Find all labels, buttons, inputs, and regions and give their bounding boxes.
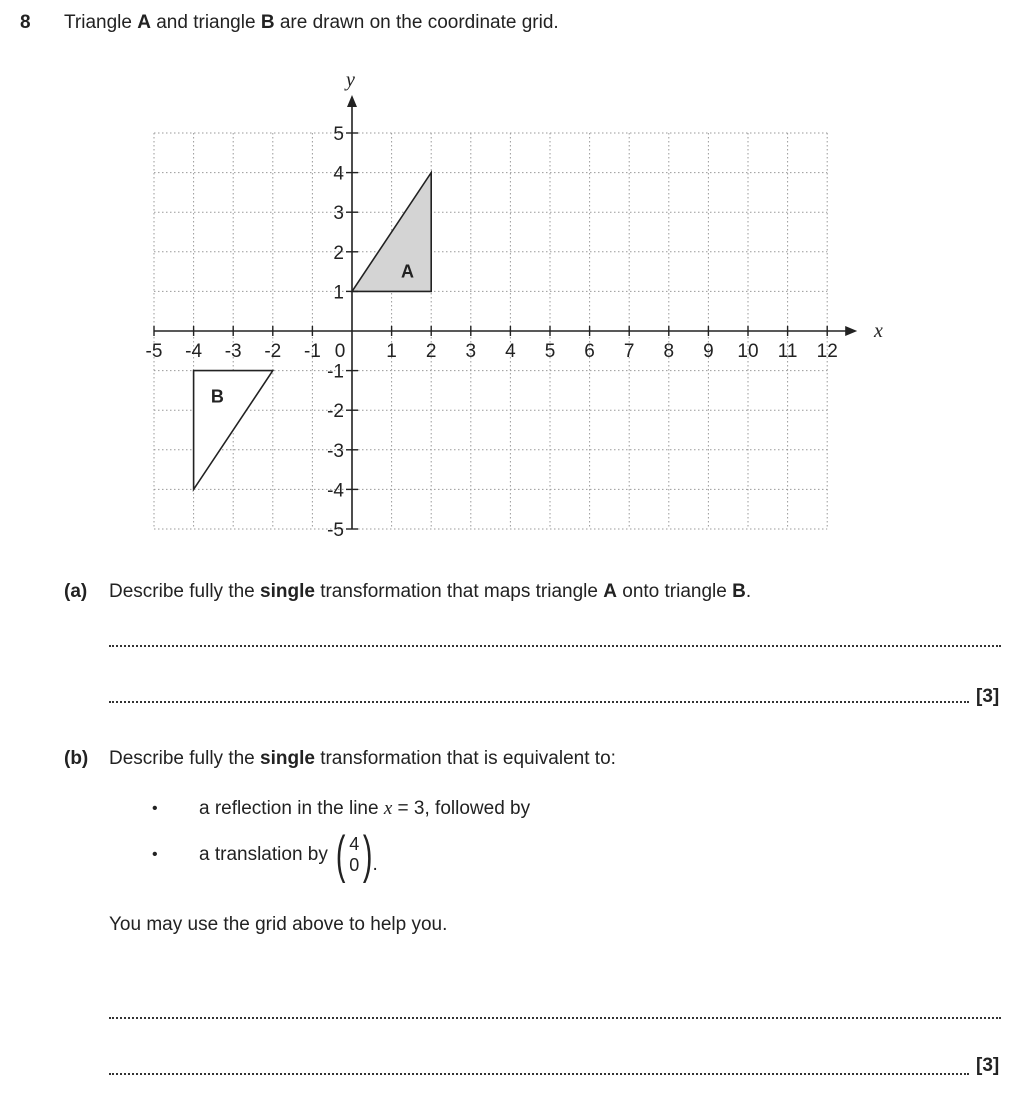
stem-triangle-a: A: [137, 12, 151, 33]
x-tick-label: -2: [264, 341, 282, 362]
part-a-text-3: onto triangle: [616, 581, 733, 602]
stem-text-3: are drawn on the coordinate grid.: [274, 12, 559, 33]
part-a-text-4: .: [745, 581, 752, 602]
x-tick-label: 3: [465, 341, 477, 362]
x-tick-label: -4: [185, 341, 203, 362]
x-axis-label: x: [874, 320, 883, 342]
bullet-2-text: [199, 828, 378, 882]
part-b-single: single: [260, 748, 315, 769]
part-a-question: [109, 581, 751, 603]
stem-text-1: Triangle: [64, 12, 138, 33]
part-b-marks: [3]: [976, 1055, 1000, 1076]
bullet-2-symbol: •: [152, 846, 158, 863]
bullet-2-end: .: [372, 854, 378, 875]
vector-top: 4: [349, 834, 360, 854]
x-tick-label: 6: [584, 341, 595, 362]
part-a-label: (a): [64, 581, 88, 602]
vector-bottom: 0: [349, 855, 360, 875]
stem-triangle-b: B: [260, 12, 275, 33]
y-tick-label: 4: [333, 163, 344, 185]
y-axis-label: y: [346, 69, 355, 91]
translation-vector: [332, 826, 377, 884]
part-a-single: single: [260, 581, 315, 602]
y-tick-label: 3: [333, 203, 344, 225]
x-tick-label: 8: [663, 341, 675, 362]
x-tick-label: 2: [425, 341, 437, 362]
x-tick-label: 5: [544, 341, 556, 362]
answer-line-b2[interactable]: [109, 1073, 969, 1075]
y-tick-label: 1: [333, 282, 344, 304]
part-a-triangle-a: A: [603, 581, 617, 602]
part-b-question: [109, 748, 616, 770]
bullet-2-label: a translation by: [199, 844, 328, 865]
x-tick-label: 11: [777, 341, 798, 362]
bullet-1-text-2: = 3, followed by: [392, 798, 531, 819]
y-tick-label: -5: [327, 520, 344, 541]
part-b-label: (b): [64, 748, 89, 769]
bullet-1-x: x: [383, 798, 393, 819]
vector-column: [349, 834, 359, 876]
part-a-triangle-b: B: [732, 581, 746, 602]
answer-line-a1[interactable]: [109, 645, 1001, 647]
y-tick-label: -3: [327, 440, 344, 462]
x-tick-label: 1: [386, 341, 397, 362]
triangle-b: [194, 371, 273, 490]
triangle-a-label: A: [400, 261, 414, 282]
answer-line-a2[interactable]: [109, 701, 969, 703]
x-tick-label: 0: [334, 341, 346, 362]
part-a-text-1: Describe fully the: [109, 581, 261, 602]
x-tick-label: -5: [145, 341, 163, 362]
x-tick-label: 7: [623, 341, 635, 362]
vector-right-paren: ): [363, 826, 373, 884]
stem-text-2: and triangle: [150, 12, 261, 33]
part-b-text-1: Describe fully the: [109, 748, 261, 769]
question-number: 8: [20, 12, 31, 33]
part-a-marks: [3]: [976, 686, 1000, 707]
bullet-1-symbol: •: [152, 800, 158, 817]
bullet-1-text-1: a reflection in the line: [199, 798, 384, 819]
answer-line-b1[interactable]: [109, 1017, 1001, 1019]
y-axis-arrow: [347, 95, 357, 107]
x-tick-label: 10: [737, 341, 759, 362]
y-tick-label: -4: [327, 480, 344, 502]
y-axis-ticks: [327, 124, 358, 541]
x-tick-label: -3: [224, 341, 242, 362]
x-tick-label: -1: [303, 341, 321, 362]
bullet-1-text: [199, 798, 530, 820]
axes: [154, 95, 857, 529]
x-tick-label: 12: [816, 341, 838, 362]
vector-left-paren: (: [335, 826, 346, 884]
y-tick-label: -2: [327, 401, 344, 423]
x-axis-arrow: [845, 326, 857, 336]
part-a-text-2: transformation that maps triangle: [314, 581, 604, 602]
part-b-text-2: transformation that is equivalent to:: [314, 748, 616, 769]
y-tick-label: 2: [333, 242, 344, 264]
y-tick-label: 5: [333, 124, 344, 145]
x-tick-label: 9: [703, 341, 714, 362]
x-tick-label: 4: [505, 341, 516, 362]
y-tick-label: -1: [327, 361, 344, 383]
grid-help-text: You may use the grid above to help you.: [109, 914, 448, 935]
triangle-b-label: B: [210, 386, 224, 407]
